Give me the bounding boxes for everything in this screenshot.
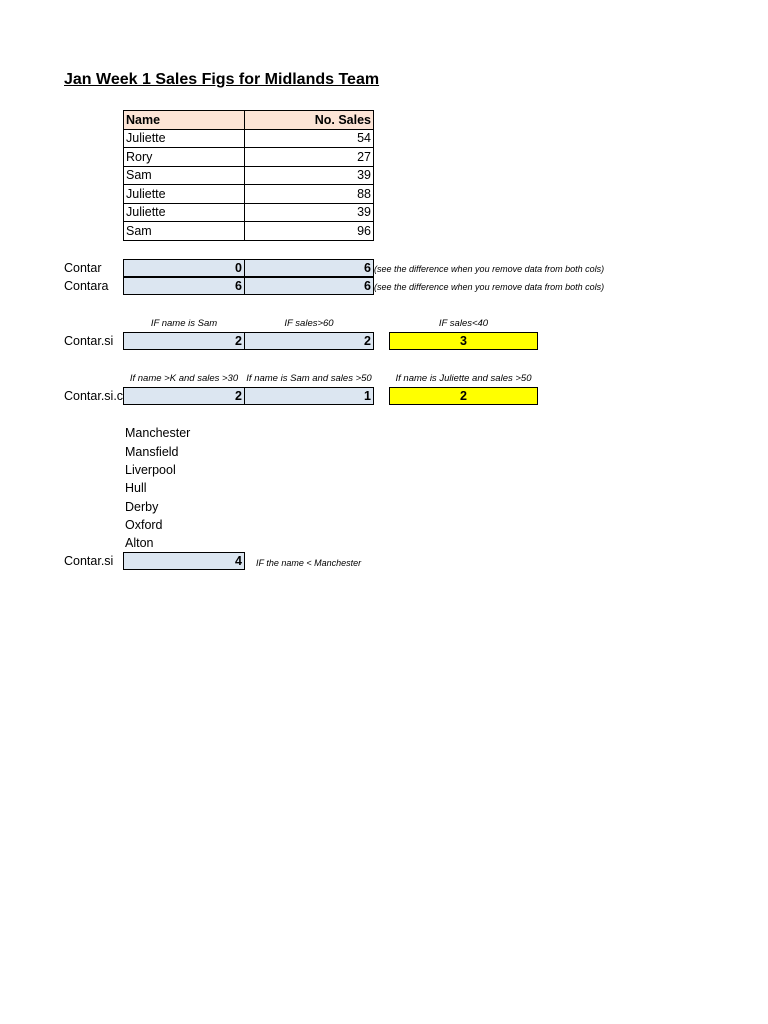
contar-si-conj-caption-1: If name >K and sales >30 [129, 373, 239, 384]
sales-table [123, 110, 374, 241]
city-list-item[interactable]: Mansfield [125, 444, 179, 459]
contar-si-conj-name-k-cell[interactable]: 2 [123, 387, 245, 405]
table-row [124, 203, 374, 222]
contar-si-cities-label: Contar.si [64, 554, 114, 568]
table-row [124, 222, 374, 241]
table-row [124, 129, 374, 148]
cell-sales[interactable]: 39 [245, 203, 374, 222]
contar-si-conj-sam-cell[interactable]: 1 [244, 387, 374, 405]
contar-label: Contar [64, 261, 102, 275]
city-list-item[interactable]: Hull [125, 481, 147, 495]
contar-si-cities-cell[interactable]: 4 [123, 552, 245, 570]
column-header-sales[interactable]: No. Sales [245, 111, 374, 130]
cell-sales[interactable]: 39 [245, 166, 374, 185]
city-list-item[interactable]: Alton [125, 536, 154, 550]
contar-si-conj-label: Contar.si.c [64, 389, 123, 403]
city-list-item[interactable]: Liverpool [125, 462, 176, 477]
contar-si-name-sam-cell[interactable]: 2 [123, 332, 245, 350]
column-header-name[interactable]: Name [124, 111, 245, 130]
contar-si-sales-under-40-cell[interactable]: 3 [389, 332, 538, 350]
cell-name[interactable]: Juliette [124, 185, 245, 204]
contar-si-caption-2: IF sales>60 [284, 318, 334, 329]
table-row [124, 148, 374, 167]
contar-si-conj-caption-2: If name is Sam and sales >50 [246, 373, 372, 384]
cell-name[interactable]: Rory [124, 148, 245, 167]
cell-name[interactable]: Juliette [124, 129, 245, 148]
cell-sales[interactable]: 54 [245, 129, 374, 148]
contara-note: (see the difference when you remove data from both cols) [374, 282, 605, 292]
table-row [124, 185, 374, 204]
contar-si-cities-note: IF the name < Manchester [256, 558, 362, 568]
cell-name[interactable]: Sam [124, 166, 245, 185]
cell-sales[interactable]: 96 [245, 222, 374, 241]
table-row [124, 166, 374, 185]
contar-si-caption-1: IF name is Sam [150, 318, 218, 329]
city-list-item[interactable]: Derby [125, 499, 159, 514]
sheet-title: Jan Week 1 Sales Figs for Midlands Team [64, 71, 380, 88]
cell-name[interactable]: Sam [124, 222, 245, 241]
contar-si-sales-over-60-cell[interactable]: 2 [244, 332, 374, 350]
cell-sales[interactable]: 27 [245, 148, 374, 167]
cell-name[interactable]: Juliette [124, 203, 245, 222]
contara-col1-cell[interactable]: 6 [123, 277, 245, 295]
table-header-row [124, 111, 374, 130]
city-list-item[interactable]: Manchester [125, 426, 191, 440]
contar-col2-cell[interactable]: 6 [244, 259, 374, 277]
contar-si-label: Contar.si [64, 334, 114, 348]
contara-label: Contara [64, 279, 109, 293]
contar-si-caption-3: IF sales<40 [438, 318, 489, 329]
contar-col1-cell[interactable]: 0 [123, 259, 245, 277]
city-list-item[interactable]: Oxford [125, 517, 163, 532]
contar-si-conj-caption-3: If name is Juliette and sales >50 [395, 373, 532, 384]
contara-col2-cell[interactable]: 6 [244, 277, 374, 295]
contar-note: (see the difference when you remove data from both cols) [374, 264, 605, 274]
contar-si-conj-juliette-cell[interactable]: 2 [389, 387, 538, 405]
cell-sales[interactable]: 88 [245, 185, 374, 204]
